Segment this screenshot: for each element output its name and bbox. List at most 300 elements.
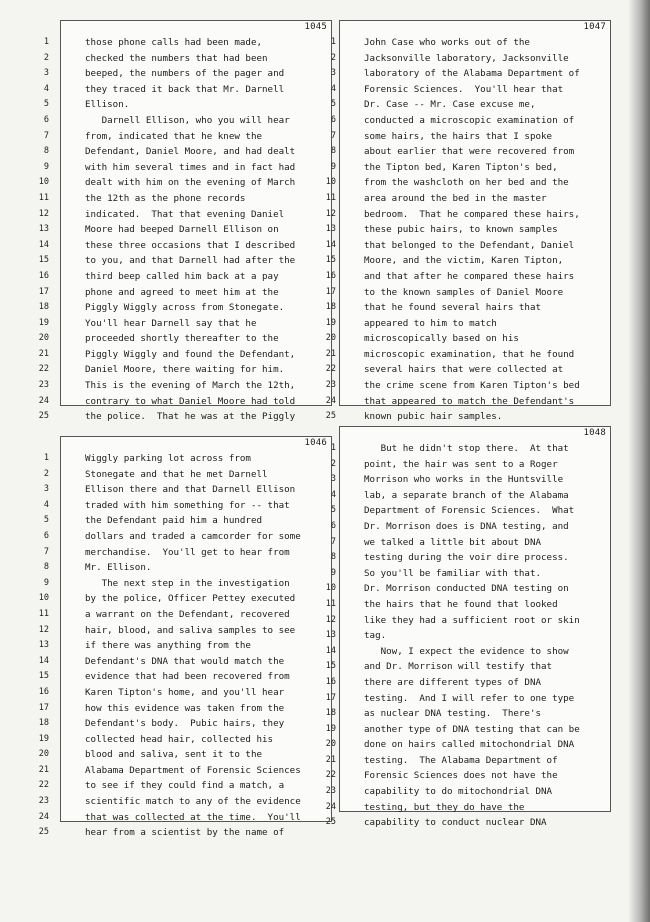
transcript-line	[38, 253, 331, 269]
transcript-line	[43, 482, 331, 498]
transcript-lines	[325, 35, 610, 425]
transcript-line	[325, 285, 610, 301]
transcript-line	[325, 659, 610, 675]
line-text: Daniel Moore, there waiting for him.	[85, 364, 285, 376]
line-number: 22	[38, 780, 49, 791]
line-text: Karen Tipton's home, and you'll hear	[85, 686, 285, 698]
transcript-line	[38, 623, 331, 639]
line-number: 11	[325, 598, 336, 609]
line-number: 11	[38, 608, 49, 619]
line-number: 10	[38, 593, 49, 604]
transcript-line	[38, 238, 331, 254]
line-number: 19	[325, 317, 336, 328]
transcript-line	[325, 409, 610, 425]
transcript-line	[38, 763, 331, 779]
transcript-line	[38, 638, 331, 654]
transcript-line	[325, 815, 610, 831]
transcript-line	[325, 347, 610, 363]
line-number: 1	[330, 37, 336, 47]
transcript-line	[38, 591, 331, 607]
line-text: these three occasions that I described	[85, 239, 296, 251]
line-number: 25	[325, 411, 336, 422]
transcript-lines	[38, 35, 331, 425]
line-text: testing. And I will refer to one type	[364, 692, 575, 704]
transcript-line	[330, 503, 610, 519]
line-text: Department of Forensic Sciences. What	[364, 505, 575, 517]
line-text: indicated. That that evening Daniel	[85, 208, 285, 220]
line-number: 24	[38, 811, 49, 822]
line-text: Forensic Sciences does not have the	[364, 770, 558, 782]
line-number: 6	[330, 114, 336, 125]
transcript-line	[325, 628, 610, 644]
line-text: we talked a little bit about DNA	[364, 536, 542, 548]
line-number: 2	[330, 458, 336, 469]
transcript-line	[325, 644, 610, 660]
transcript-line	[38, 669, 331, 685]
line-text: like they had a sufficient root or skin	[364, 614, 580, 626]
transcript-line	[325, 800, 610, 816]
line-text: if there was anything from the	[85, 640, 251, 652]
line-number: 24	[38, 395, 49, 406]
transcript-line	[43, 51, 331, 67]
transcript-line	[43, 160, 331, 176]
line-text: scientific match to any of the evidence	[85, 796, 301, 808]
line-text: merchandise. You'll get to hear from	[85, 546, 290, 558]
transcript-line	[325, 613, 610, 629]
transcript-line	[325, 362, 610, 378]
line-text: Moore had beeped Darnell Ellison on	[85, 224, 279, 236]
line-number: 2	[330, 52, 336, 63]
line-text: the police. That he was at the Piggly	[85, 411, 296, 423]
line-text: bedroom. That he compared these hairs,	[364, 208, 580, 220]
line-number: 4	[330, 83, 336, 94]
line-number: 13	[325, 630, 336, 641]
line-number: 3	[330, 474, 336, 485]
line-number: 12	[325, 208, 336, 219]
transcript-line	[43, 35, 331, 51]
transcript-line	[43, 498, 331, 514]
line-number: 5	[43, 515, 49, 526]
line-number: 6	[43, 114, 49, 125]
line-number: 22	[325, 364, 336, 375]
line-number: 15	[325, 661, 336, 672]
transcript-line	[38, 825, 331, 841]
line-text: and that after he compared these hairs	[364, 270, 575, 282]
page-number: 1046	[304, 438, 327, 448]
line-number: 12	[325, 614, 336, 625]
line-number: 9	[330, 567, 336, 578]
line-text: Dr. Morrison conducted DNA testing on	[364, 583, 569, 595]
line-number: 21	[325, 348, 336, 359]
line-text: Defendant, Daniel Moore, and had dealt	[85, 146, 296, 158]
line-number: 5	[43, 99, 49, 110]
line-number: 9	[330, 161, 336, 172]
transcript-line	[330, 519, 610, 535]
transcript-line	[38, 269, 331, 285]
line-number: 8	[330, 552, 336, 563]
line-number: 24	[325, 395, 336, 406]
line-text: point, the hair was sent to a Roger	[364, 458, 558, 470]
line-text: Stonegate and that he met Darnell	[85, 468, 268, 480]
line-text: Ellison.	[85, 99, 130, 111]
line-number: 20	[38, 333, 49, 344]
line-text: Now, I expect the evidence to show	[364, 645, 569, 657]
line-text: and Dr. Morrison will testify that	[364, 661, 553, 673]
transcript-line	[330, 472, 610, 488]
line-text: done on hairs called mitochondrial DNA	[364, 739, 575, 751]
line-text: checked the numbers that had been	[85, 52, 268, 64]
line-number: 14	[325, 645, 336, 656]
line-number: 16	[325, 270, 336, 281]
line-text: conducted a microscopic examination of	[364, 114, 575, 126]
line-number: 8	[43, 562, 49, 573]
line-text: testing. The Alabama Department of	[364, 754, 558, 766]
line-number: 25	[38, 827, 49, 838]
transcript-line	[43, 129, 331, 145]
transcript-line	[330, 66, 610, 82]
line-text: You'll hear Darnell say that he	[85, 317, 257, 329]
transcript-line	[325, 768, 610, 784]
line-text: Defendant's body. Pubic hairs, they	[85, 718, 285, 730]
transcript-line	[325, 784, 610, 800]
transcript-line	[38, 316, 331, 332]
transcript-line	[325, 191, 610, 207]
line-text: dealt with him on the evening of March	[85, 177, 296, 189]
line-number: 10	[325, 177, 336, 188]
line-number: 22	[38, 364, 49, 375]
line-text: those phone calls had been made,	[85, 37, 263, 48]
line-text: microscopic examination, that he found	[364, 348, 575, 360]
line-number: 14	[38, 655, 49, 666]
line-number: 16	[38, 270, 49, 281]
transcript-line	[38, 175, 331, 191]
line-text: Jacksonville laboratory, Jacksonville	[364, 52, 569, 64]
line-text: the Tipton bed, Karen Tipton's bed,	[364, 161, 558, 173]
line-number: 14	[38, 239, 49, 250]
transcript-line	[38, 409, 331, 425]
line-text: about earlier that were recovered from	[364, 146, 575, 158]
transcript-line	[38, 794, 331, 810]
line-text: appeared to him to match	[364, 317, 497, 329]
line-number: 2	[43, 468, 49, 479]
transcript-line	[325, 691, 610, 707]
line-number: 18	[325, 302, 336, 313]
line-number: 19	[38, 733, 49, 744]
transcript-line	[43, 82, 331, 98]
line-text: proceeded shortly thereafter to the	[85, 333, 279, 345]
line-number: 10	[325, 583, 336, 594]
line-text: they traced it back that Mr. Darnell	[85, 83, 285, 95]
line-number: 21	[38, 764, 49, 775]
line-number: 20	[38, 749, 49, 760]
line-text: Forensic Sciences. You'll hear that	[364, 83, 564, 95]
line-text: tag.	[364, 630, 387, 642]
line-number: 19	[325, 723, 336, 734]
transcript-line	[38, 701, 331, 717]
transcript-line	[43, 451, 331, 467]
line-number: 18	[38, 718, 49, 729]
transcript-line	[330, 550, 610, 566]
line-text: testing, but they do have the	[364, 801, 525, 813]
line-number: 17	[38, 702, 49, 713]
line-text: with him several times and in fact had	[85, 161, 296, 173]
line-text: the hairs that he found that looked	[364, 598, 558, 610]
transcript-line	[330, 144, 610, 160]
transcript-line	[38, 607, 331, 623]
transcript-line	[43, 113, 331, 129]
line-number: 6	[43, 530, 49, 541]
line-number: 3	[43, 484, 49, 495]
line-number: 7	[330, 130, 336, 141]
line-text: as nuclear DNA testing. There's	[364, 708, 542, 720]
line-text: the crime scene from Karen Tipton's bed	[364, 380, 580, 392]
transcript-line	[325, 269, 610, 285]
transcript-line	[325, 722, 610, 738]
line-number: 13	[38, 640, 49, 651]
transcript-line	[330, 113, 610, 129]
line-number: 23	[38, 380, 49, 391]
transcript-line	[330, 51, 610, 67]
page-number: 1048	[583, 428, 606, 438]
line-text: Piggly Wiggly and found the Defendant,	[85, 348, 296, 360]
transcript-line	[43, 560, 331, 576]
line-number: 2	[43, 52, 49, 63]
line-text: some hairs, the hairs that I spoke	[364, 130, 553, 142]
transcript-line	[325, 222, 610, 238]
line-number: 8	[43, 146, 49, 157]
transcript-lines	[38, 451, 331, 841]
line-text: capability to conduct nuclear DNA	[364, 817, 547, 829]
line-text: how this evidence was taken from the	[85, 702, 285, 714]
line-text: to see if they could find a match, a	[85, 780, 285, 792]
line-number: 1	[330, 443, 336, 453]
transcript-line	[325, 331, 610, 347]
transcript-line	[325, 316, 610, 332]
line-text: another type of DNA testing that can be	[364, 723, 580, 735]
transcript-line	[38, 362, 331, 378]
page-number: 1045	[304, 22, 327, 32]
transcript-page-1047	[325, 20, 611, 423]
line-text: Piggly Wiggly across from Stonegate.	[85, 302, 285, 314]
line-number: 3	[43, 68, 49, 79]
transcript-line	[38, 207, 331, 223]
line-text: a warrant on the Defendant, recovered	[85, 608, 290, 620]
transcript-line	[325, 597, 610, 613]
line-text: The next step in the investigation	[85, 577, 290, 589]
line-text: Darnell Ellison, who you will hear	[85, 114, 290, 126]
line-text: that was collected at the time. You'll	[85, 811, 301, 823]
transcript-line	[38, 347, 331, 363]
transcript-lines	[325, 441, 610, 831]
line-number: 13	[38, 224, 49, 235]
transcript-line	[38, 331, 331, 347]
line-text: Defendant's DNA that would match the	[85, 655, 285, 667]
transcript-line	[325, 378, 610, 394]
line-text: Alabama Department of Forensic Sciences	[85, 764, 301, 776]
transcript-page-1045	[38, 20, 332, 423]
line-number: 24	[325, 801, 336, 812]
line-text: hear from a scientist by the name of	[85, 827, 285, 839]
line-number: 12	[38, 624, 49, 635]
line-number: 23	[38, 796, 49, 807]
line-number: 23	[325, 786, 336, 797]
line-number: 11	[38, 192, 49, 203]
scan-edge-shadow	[628, 0, 650, 922]
page-number: 1047	[583, 22, 606, 32]
line-number: 10	[38, 177, 49, 188]
line-text: Wiggly parking lot across from	[85, 453, 251, 464]
line-number: 20	[325, 333, 336, 344]
line-text: there are different types of DNA	[364, 676, 542, 688]
line-number: 1	[43, 453, 49, 463]
transcript-line	[325, 581, 610, 597]
line-number: 21	[325, 754, 336, 765]
line-number: 4	[43, 499, 49, 510]
line-text: capability to do mitochondrial DNA	[364, 786, 553, 798]
transcript-line	[43, 97, 331, 113]
transcript-line	[38, 716, 331, 732]
transcript-line	[43, 66, 331, 82]
transcript-line	[330, 566, 610, 582]
transcript-line	[325, 394, 610, 410]
transcript-line	[325, 238, 610, 254]
line-text: Dr. Morrison does is DNA testing, and	[364, 520, 569, 532]
transcript-line	[325, 706, 610, 722]
line-number: 23	[325, 380, 336, 391]
line-text: these pubic hairs, to known samples	[364, 224, 558, 236]
line-text: Mr. Ellison.	[85, 562, 152, 574]
line-number: 9	[43, 577, 49, 588]
transcript-line	[38, 654, 331, 670]
transcript-line	[325, 675, 610, 691]
line-number: 25	[38, 411, 49, 422]
transcript-line	[38, 378, 331, 394]
line-text: contrary to what Daniel Moore had told	[85, 395, 296, 407]
line-number: 15	[38, 671, 49, 682]
transcript-line	[38, 810, 331, 826]
line-text: that belonged to the Defendant, Daniel	[364, 239, 575, 251]
line-text: But he didn't stop there. At that	[364, 443, 569, 454]
line-text: traded with him something for -- that	[85, 499, 290, 511]
transcript-line	[330, 82, 610, 98]
line-number: 12	[38, 208, 49, 219]
line-text: beeped, the numbers of the pager and	[85, 68, 285, 80]
transcript-line	[325, 737, 610, 753]
line-text: lab, a separate branch of the Alabama	[364, 489, 569, 501]
line-number: 5	[330, 99, 336, 110]
line-text: testing during the voir dire process.	[364, 552, 569, 564]
transcript-line	[325, 253, 610, 269]
line-text: to the known samples of Daniel Moore	[364, 286, 564, 298]
line-text: Ellison there and that Darnell Ellison	[85, 484, 296, 496]
line-text: evidence that had been recovered from	[85, 671, 290, 683]
transcript-page-1046	[38, 436, 332, 839]
transcript-line	[38, 747, 331, 763]
line-number: 1	[43, 37, 49, 47]
line-text: So you'll be familiar with that.	[364, 567, 542, 579]
transcript-line	[38, 732, 331, 748]
line-number: 11	[325, 192, 336, 203]
transcript-line	[43, 144, 331, 160]
line-number: 25	[325, 817, 336, 828]
line-number: 13	[325, 224, 336, 235]
line-number: 19	[38, 317, 49, 328]
transcript-page-1048	[325, 426, 611, 829]
line-text: collected head hair, collected his	[85, 733, 274, 745]
line-number: 7	[43, 546, 49, 557]
transcript-line	[330, 129, 610, 145]
line-text: Dr. Case -- Mr. Case excuse me,	[364, 99, 536, 111]
line-text: area around the bed in the master	[364, 192, 547, 204]
transcript-line	[43, 467, 331, 483]
transcript-line	[38, 285, 331, 301]
line-text: that appeared to match the Defendant's	[364, 395, 575, 407]
line-number: 14	[325, 239, 336, 250]
transcript-line	[330, 35, 610, 51]
line-number: 18	[38, 302, 49, 313]
transcript-line	[330, 488, 610, 504]
line-text: Morrison who works in the Huntsville	[364, 474, 564, 486]
line-number: 9	[43, 161, 49, 172]
transcript-line	[38, 778, 331, 794]
line-text: several hairs that were collected at	[364, 364, 564, 376]
transcript-line	[325, 175, 610, 191]
line-number: 18	[325, 708, 336, 719]
line-text: blood and saliva, sent it to the	[85, 749, 263, 761]
line-number: 21	[38, 348, 49, 359]
line-text: John Case who works out of the	[364, 37, 530, 48]
transcript-line	[330, 441, 610, 457]
transcript-line	[38, 685, 331, 701]
line-number: 15	[38, 255, 49, 266]
line-text: laboratory of the Alabama Department of	[364, 68, 580, 80]
line-number: 4	[330, 489, 336, 500]
line-number: 7	[43, 130, 49, 141]
transcript-line	[330, 535, 610, 551]
line-text: known pubic hair samples.	[364, 411, 503, 423]
line-text: microscopically based on his	[364, 333, 519, 345]
transcript-line	[38, 300, 331, 316]
transcript-line	[325, 753, 610, 769]
line-text: phone and agreed to meet him at the	[85, 286, 279, 298]
line-text: the Defendant paid him a hundred	[85, 515, 263, 527]
transcript-line	[330, 457, 610, 473]
line-number: 8	[330, 146, 336, 157]
line-text: from, indicated that he knew the	[85, 130, 263, 142]
transcript-line	[43, 545, 331, 561]
line-number: 15	[325, 255, 336, 266]
line-number: 17	[325, 286, 336, 297]
line-text: dollars and traded a camcorder for some	[85, 530, 301, 542]
transcript-line	[43, 513, 331, 529]
line-text: This is the evening of March the 12th,	[85, 380, 296, 392]
line-text: hair, blood, and saliva samples to see	[85, 624, 296, 636]
line-text: from the washcloth on her bed and the	[364, 177, 569, 189]
line-number: 3	[330, 68, 336, 79]
transcript-line	[43, 576, 331, 592]
line-number: 20	[325, 739, 336, 750]
line-text: by the police, Officer Pettey executed	[85, 593, 296, 605]
transcript-line	[43, 529, 331, 545]
line-number: 22	[325, 770, 336, 781]
line-number: 17	[325, 692, 336, 703]
transcript-line	[38, 394, 331, 410]
transcript-line	[38, 191, 331, 207]
line-text: Moore, and the victim, Karen Tipton,	[364, 255, 564, 267]
line-number: 7	[330, 536, 336, 547]
line-number: 16	[38, 686, 49, 697]
line-text: that he found several hairs that	[364, 302, 542, 314]
